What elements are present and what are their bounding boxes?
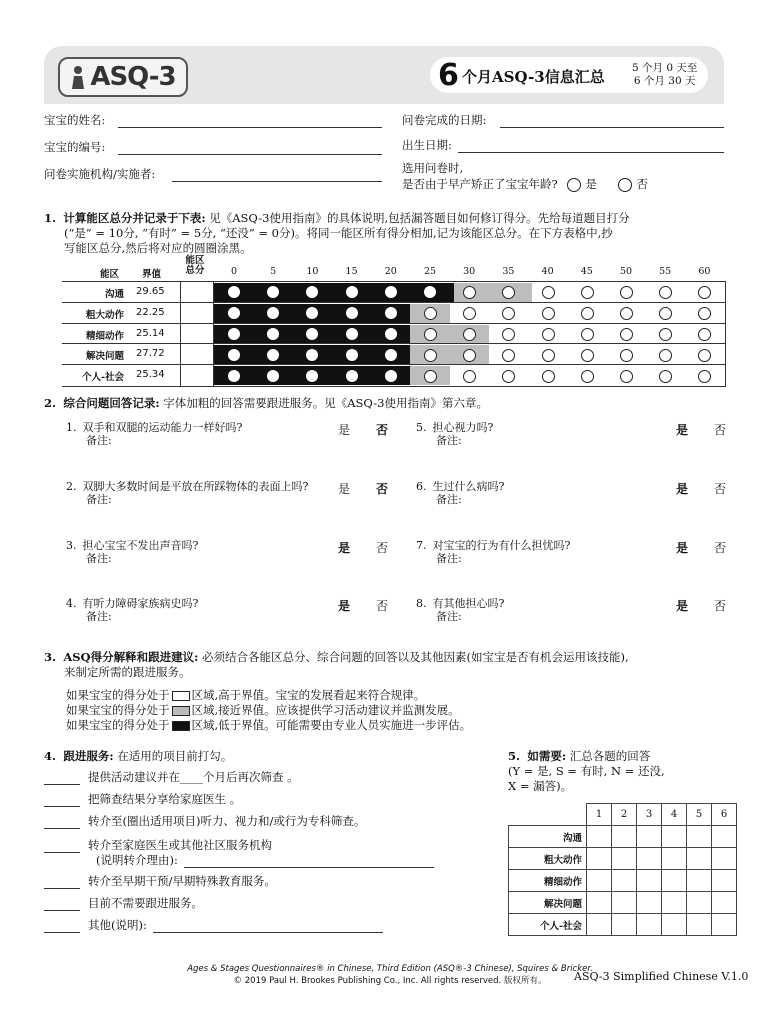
logo-text: ASQ-3 [90,62,176,92]
answer-no-2[interactable]: 否 [376,482,389,496]
section5-text2: (Y = 是, S = 有时, N = 还没, [508,764,665,778]
score-circle[interactable] [698,328,711,341]
grid-cell[interactable] [637,870,662,892]
footer-line2: © 2019 Paul H. Brookes Publishing Co., Inc. All rights reserved. 版权所有。 [233,976,547,986]
section1-text1: 见《ASQ-3使用指南》的具体说明,包括漏答题目如何修订得分。先给每道题目打分 [209,211,630,225]
cutoff-value: 25.34 [136,369,165,381]
grid-row-label: 个人-社会 [509,914,587,936]
question-7 [416,539,570,565]
score-circle[interactable] [228,370,240,382]
score-row [62,281,726,303]
question-number: 7. [416,539,427,552]
age-range-line1: 5 个月 0 天至 [632,62,698,74]
followup-item-text: 把筛查结果分享给家庭医生 。 [88,792,242,806]
grid-cell[interactable] [587,826,612,848]
premature-yes-label: 是 [585,177,597,191]
footer-citation [180,964,600,986]
footer-line1: Ages & Stages Questionnaires® in Chinese, Third Edition (ASQ®-3 Chinese), Squires & Bricker. [187,964,593,974]
grid-row [509,892,737,914]
grid-cell[interactable] [687,870,712,892]
followup-checkbox[interactable] [44,816,80,829]
legend-prefix-1: 如果宝宝的得分处于 [66,688,170,702]
followup-item [44,838,272,853]
grid-cell[interactable] [637,914,662,936]
referral-reason [96,853,434,868]
followup-item [44,792,241,807]
legend-prefix-2: 如果宝宝的得分处于 [66,703,170,717]
question-text: 双脚大多数时间是平放在所踩物体的表面上吗? [82,480,309,493]
grid-cell[interactable] [712,914,737,936]
score-circle[interactable] [385,307,397,319]
section3-num: 3. [44,650,57,664]
score-circle[interactable] [502,328,515,341]
question-note-label: 备注: [86,610,112,623]
date-completed-field[interactable] [500,113,724,128]
score-circle[interactable] [346,370,358,382]
child-figure-icon [70,65,86,89]
section4-heading [44,749,232,764]
cutoff-value: 22.25 [136,306,165,318]
premature-question-line1: 选用问卷时, [402,161,464,175]
score-circle[interactable] [698,370,711,383]
grid-cell[interactable] [662,848,687,870]
score-circle[interactable] [346,349,358,361]
question-note-label: 备注: [436,610,462,623]
age-range-line2: 6 个月 30 天 [633,75,696,87]
grid-row-label: 解决问题 [509,892,587,914]
question-number: 1. [66,421,77,434]
premature-no-label: 否 [636,177,648,191]
premature-question-line2: 是否由于早产矫正了宝宝年龄? [402,177,558,191]
section3-title: ASQ得分解释和跟进建议: [63,650,199,664]
grid-col-header: 3 [637,804,662,826]
answer-no-7[interactable]: 否 [714,541,727,555]
score-circle[interactable] [542,349,555,362]
answer-no-6[interactable]: 否 [714,482,727,496]
row-end-border [725,282,726,303]
grid-col-header: 2 [612,804,637,826]
black-zone [214,283,454,302]
score-circle[interactable] [542,370,555,383]
grid-row [509,826,737,848]
section5-num: 5. [508,749,521,763]
question-2 [66,480,308,506]
grid-cell[interactable] [587,914,612,936]
score-circle[interactable] [346,328,358,340]
birth-date-label: 出生日期: [402,138,452,152]
gray-zone-swatch [172,706,190,716]
score-circle[interactable] [659,370,672,383]
birth-date-field[interactable] [458,138,724,153]
score-circle[interactable] [659,307,672,320]
legend-white-text: 区域,高于界值。宝宝的发展看起来符合规律。 [191,688,426,702]
grid-col-header: 5 [687,804,712,826]
followup-item-text: 转介至家庭医生或其他社区服务机构 [88,838,272,852]
score-circle[interactable] [502,349,515,362]
followup-item [44,874,276,889]
scale-tick-50: 50 [619,266,633,277]
cutoff-value: 25.14 [136,327,165,339]
domain-name: 沟通 [104,289,124,300]
grid-row [509,870,737,892]
score-circle[interactable] [502,307,515,320]
score-circle[interactable] [463,349,476,362]
answer-yes-6[interactable]: 是 [676,482,689,496]
score-row [62,323,726,345]
grid-cell[interactable] [712,826,737,848]
referral-reason-label: (说明转介理由): [96,853,178,867]
grid-cell[interactable] [637,892,662,914]
score-circle[interactable] [385,349,397,361]
answer-no-1[interactable]: 否 [376,423,389,437]
grid-cell[interactable] [662,892,687,914]
col-total-header: 能区总分 [185,255,205,276]
followup-item-text: 目前不需要跟进服务。 [88,896,203,910]
followup-checkbox[interactable] [44,840,80,853]
score-circle[interactable] [581,286,594,299]
version-label: ASQ-3 Simplified Chinese V.1.0 [574,970,749,983]
grid-cell[interactable] [612,892,637,914]
gray-zone [410,325,488,344]
answer-yes-8[interactable]: 是 [676,599,689,613]
scale-tick-35: 35 [502,266,515,277]
score-circle[interactable] [463,307,476,320]
section5-text3: X = 漏答)。 [508,779,573,793]
baby-name-label: 宝宝的姓名: [44,113,106,127]
domain-name: 个人-社会 [82,372,124,384]
grid-cell[interactable] [712,892,737,914]
section1-num: 1. [44,211,57,225]
score-circle[interactable] [542,286,555,299]
score-circle[interactable] [306,370,318,382]
legend-white [44,688,734,703]
grid-cell[interactable] [587,848,612,870]
followup-item-text: 其他(说明): [88,918,147,932]
grid-row [509,914,737,936]
question-note-label: 备注: [86,434,112,447]
section4-title: 跟进服务: [63,749,114,763]
question-text: 有其他担心吗? [432,597,505,610]
grid-cell[interactable] [637,848,662,870]
grid-header-row [509,804,737,826]
followup-checkbox[interactable] [44,898,80,911]
grid-corner [509,804,587,826]
score-circle[interactable] [542,307,555,320]
followup-item [44,918,383,933]
grid-cell[interactable] [662,826,687,848]
grid-cell[interactable] [612,826,637,848]
row-end-border [725,324,726,345]
row-end-border [725,303,726,324]
score-circle[interactable] [228,328,240,340]
score-circle[interactable] [698,286,711,299]
referral-reason-field[interactable] [184,855,434,868]
domain-total-cell[interactable] [180,365,214,386]
section2-title: 综合问题回答记录: [63,396,160,410]
domain-total-cell[interactable] [180,344,214,365]
col-domain-header: 能区 [100,269,120,280]
answer-yes-3[interactable]: 是 [338,541,351,555]
question-6 [416,480,504,506]
question-number: 5. [416,421,427,434]
legend-gray-text: 区域,接近界值。应该提供学习活动建议并监测发展。 [191,703,460,717]
agency-field[interactable] [172,167,382,182]
followup-item-text: 转介至(圈出适用项目)听力、视力和/或行为专科筛查。 [88,814,366,828]
followup-checkbox[interactable] [44,920,80,933]
score-circle[interactable] [463,370,476,383]
section3-text2: 来制定所需的跟进服务。 [64,665,191,679]
question-number: 6. [416,480,427,493]
question-number: 4. [66,597,77,610]
section2-text: 字体加粗的回答需要跟进服务。见《ASQ-3使用指南》第六章。 [163,396,488,410]
grid-cell[interactable] [662,870,687,892]
premature-yes-radio[interactable] [567,178,581,192]
scale-tick-55: 55 [659,266,672,277]
answer-yes-2[interactable]: 是 [338,482,351,496]
question-text: 对宝宝的行为有什么担忧吗? [432,539,571,552]
other-specify-field[interactable] [153,920,383,933]
score-circle[interactable] [346,307,358,319]
question-3 [66,539,198,565]
score-circle[interactable] [424,328,437,341]
scale-tick-45: 45 [580,266,593,277]
score-circle[interactable] [659,349,672,362]
followup-item-text: 提供活动建议并在____个月后再次筛查 。 [88,770,299,784]
legend-black-text: 区域,低于界值。可能需要由专业人员实施进一步评估。 [191,718,472,732]
section1-title: 计算能区总分并记录于下表: [63,211,206,225]
score-circle[interactable] [620,328,633,341]
question-note-label: 备注: [436,493,462,506]
score-row [62,343,726,365]
score-circle[interactable] [620,286,633,299]
section1-text [44,211,734,256]
score-circle[interactable] [424,349,437,362]
premature-no-radio[interactable] [618,178,632,192]
question-number: 3. [66,539,77,552]
scale-tick-40: 40 [541,266,554,277]
question-text: 担心视力吗? [432,421,494,434]
score-circle[interactable] [385,370,397,382]
domain-total-cell[interactable] [180,282,214,303]
answer-yes-5[interactable]: 是 [676,423,689,437]
score-circle[interactable] [659,286,672,299]
score-circle[interactable] [346,286,358,298]
grid-col-header: 4 [662,804,687,826]
row-end-border [725,365,726,386]
score-circle[interactable] [267,349,279,361]
grid-cell[interactable] [612,914,637,936]
item-response-grid [508,803,737,936]
question-5 [416,421,493,447]
followup-checkbox[interactable] [44,772,80,785]
grid-cell[interactable] [637,826,662,848]
grid-cell[interactable] [587,870,612,892]
section2-heading [44,396,488,411]
answer-no-5[interactable]: 否 [714,423,727,437]
score-row [62,364,726,387]
section5-heading [508,749,728,794]
domain-total-cell[interactable] [180,303,214,324]
grid-cell[interactable] [687,914,712,936]
scale-tick-10: 10 [306,266,319,277]
grid-row-label: 精细动作 [509,870,587,892]
score-row [62,302,726,324]
age-range [632,62,697,88]
score-circle[interactable] [620,349,633,362]
legend-black [44,718,734,733]
grid-cell[interactable] [687,826,712,848]
grid-row-label: 沟通 [509,826,587,848]
domain-name: 解决问题 [85,351,124,363]
score-circle[interactable] [424,370,437,383]
col-cutoff-header: 界值 [142,269,162,280]
score-circle[interactable] [698,307,711,320]
section4-num: 4. [44,749,57,763]
page-title: 个月ASQ-3信息汇总 [462,68,605,86]
score-circle[interactable] [502,370,515,383]
grid-col-header: 6 [712,804,737,826]
question-note-label: 备注: [436,434,462,447]
grid-cell[interactable] [587,892,612,914]
baby-name-field[interactable] [118,113,382,128]
question-8 [416,597,504,623]
question-note-label: 备注: [86,493,112,506]
cutoff-value: 29.65 [136,286,165,297]
cutoff-value: 27.72 [136,348,165,360]
date-completed-label: 问卷完成的日期: [402,113,487,127]
question-text: 有听力障碍家族病史吗? [82,597,199,610]
scale-tick-5: 5 [270,266,277,277]
agency-label: 问卷实施机构/实施者: [44,167,156,181]
answer-no-3[interactable]: 否 [376,541,389,555]
premature-question [402,176,648,192]
black-zone-swatch [172,721,190,731]
grid-cell[interactable] [662,914,687,936]
question-note-label: 备注: [436,552,462,565]
section4-text: 在适用的项目前打勾。 [117,749,233,763]
grid-col-header: 1 [587,804,612,826]
score-table [62,256,726,386]
asq3-logo [58,57,188,97]
section1-text2: (“是” = 10分, “有时” = 5分, “还没” = 0分)。将同一能区所有得分相加,记为该能区总分。在下方表格中,抄 [64,226,613,240]
followup-item [44,896,203,911]
baby-id-field[interactable] [118,140,382,155]
followup-checkbox[interactable] [44,794,80,807]
score-circle[interactable] [581,328,594,341]
grid-cell[interactable] [687,848,712,870]
grid-row-label: 粗大动作 [509,848,587,870]
score-circle[interactable] [698,349,711,362]
scale-row [62,266,726,280]
row-end-border [725,344,726,365]
legend-prefix-3: 如果宝宝的得分处于 [66,718,170,732]
section3-text1: 必须结合各能区总分、综合问题的回答以及其他因素(如宝宝是否有机会运用该技能), [201,650,629,664]
title-number: 6 [438,58,459,93]
scale-tick-30: 30 [463,266,476,277]
question-number: 8. [416,597,427,610]
question-text: 担心宝宝不发出声音吗? [82,539,199,552]
legend-gray [44,703,734,718]
score-circle[interactable] [620,370,633,383]
domain-name: 精细动作 [85,330,124,342]
scale-tick-60: 60 [698,266,711,277]
answer-yes-1[interactable]: 是 [338,423,351,437]
grid-cell[interactable] [712,870,737,892]
score-circle[interactable] [542,328,555,341]
question-note-label: 备注: [86,552,112,565]
grid-cell[interactable] [612,870,637,892]
scale-tick-0: 0 [230,266,238,277]
gray-zone [410,345,488,364]
question-1 [66,421,242,447]
section5-text1: 汇总各题的回答 [569,749,651,763]
scale-tick-25: 25 [423,266,437,277]
section5-title: 如需要: [527,749,567,763]
score-circle[interactable] [581,307,594,320]
score-circle[interactable] [581,349,594,362]
followup-item-text: 转介至早期干预/早期特殊教育服务。 [88,874,276,888]
grid-cell[interactable] [612,848,637,870]
answer-yes-4[interactable]: 是 [338,599,351,613]
baby-id-label: 宝宝的编号: [44,140,106,154]
followup-checkbox[interactable] [44,876,80,889]
grid-cell[interactable] [687,892,712,914]
score-circle[interactable] [385,328,397,340]
question-4 [66,597,198,623]
section3 [44,650,734,733]
followup-item [44,814,365,829]
question-text: 生过什么病吗? [432,480,505,493]
grid-row [509,848,737,870]
score-circle[interactable] [581,370,594,383]
followup-list [44,770,484,940]
section1-text3: 写能区总分,然后将对应的圆圈涂黑。 [64,241,252,255]
question-number: 2. [66,480,77,493]
score-circle[interactable] [659,328,672,341]
scale-tick-15: 15 [345,266,358,277]
score-circle[interactable] [620,307,633,320]
white-zone-swatch [172,691,190,701]
answer-yes-7[interactable]: 是 [676,541,689,555]
answer-no-8[interactable]: 否 [714,599,727,613]
section2-num: 2. [44,396,57,410]
score-circle[interactable] [267,370,279,382]
score-rows [62,281,726,385]
grid-cell[interactable] [712,848,737,870]
followup-item [44,770,299,785]
domain-name: 粗大动作 [85,309,124,321]
scale-tick-20: 20 [384,266,397,277]
domain-total-cell[interactable] [180,324,214,345]
answer-no-4[interactable]: 否 [376,599,389,613]
question-text: 双手和双腿的运动能力一样好吗? [82,421,243,434]
score-circle[interactable] [228,349,240,361]
